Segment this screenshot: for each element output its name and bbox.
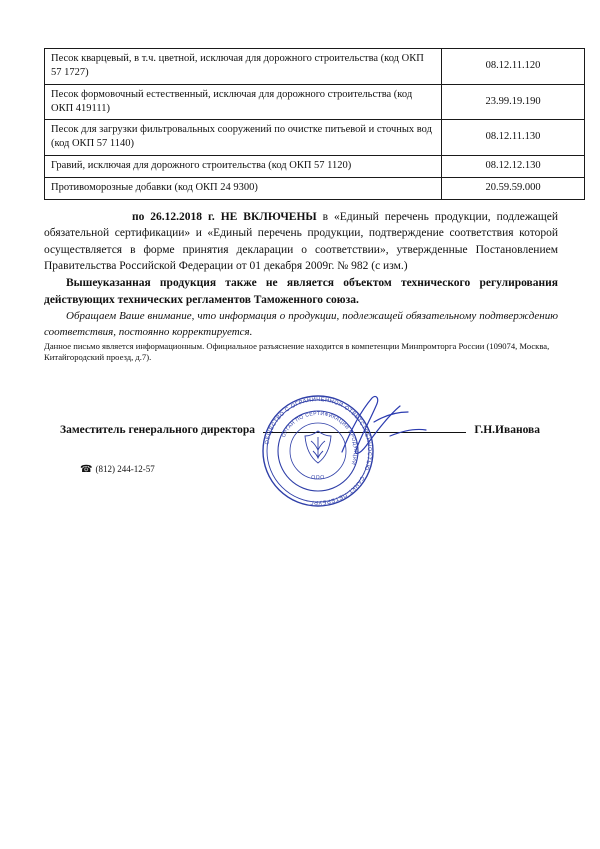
svg-text:ОРГАН ПО СЕРТИФИКАЦИИ ПРОДУКЦИ: ОРГАН ПО СЕРТИФИКАЦИИ ПРОДУКЦИИ — [280, 410, 359, 466]
signer-title: Заместитель генерального директора — [60, 424, 256, 436]
product-code-cell: 08.12.11.130 — [442, 120, 585, 156]
paragraph-4-fine-print: Данное письмо является информационным. Официальное разъяснение находится в компетенции Минпромторга России (109074, Москва, Китайгородский проезд, д.7). — [44, 341, 550, 363]
table-row — [45, 120, 585, 156]
product-code-cell: 08.12.12.130 — [442, 156, 585, 178]
phone-number: (812) 244-12-57 — [95, 464, 155, 474]
signer-name: Г.Н.Иванова — [474, 424, 540, 436]
products-table — [44, 48, 585, 200]
contact-phone — [80, 464, 155, 475]
product-name-cell: Песок формовочный естественный, исключая для дорожного строительства (код ОКП 419111) — [45, 84, 442, 120]
product-code-cell: 20.59.59.000 — [442, 178, 585, 200]
product-name-cell: Песок для загрузки фильтровальных сооружений по очистке питьевой и сточных вод (код ОКП 57 1140) — [45, 120, 442, 156]
paragraph-2: Вышеуказанная продукция также не является объектом технического регулирования действующих технических регламентов Таможенного союза. — [44, 277, 558, 306]
body-text-block — [44, 209, 558, 365]
product-name-cell: Песок кварцевый, в т.ч. цветной, исключая для дорожного строительства (код ОКП 57 1727) — [45, 49, 442, 85]
table-body — [45, 49, 585, 200]
paragraph-3: Обращаем Ваше внимание, что информация о продукции, подлежащей обязательному подтверждению соответствия, постоянно корректируется. — [44, 309, 558, 338]
official-stamp — [258, 391, 378, 511]
table-row — [45, 178, 585, 200]
table-row — [45, 156, 585, 178]
product-name-cell: Гравий, исключая для дорожного строительства (код ОКП 57 1120) — [45, 156, 442, 178]
svg-text:ОБЩЕСТВО С ОГРАНИЧЕННОЙ ОТВЕТС: ОБЩЕСТВО С ОГРАНИЧЕННОЙ ОТВЕТСТВЕННОСТЬЮ · САНКТ-ПЕТЕРБУРГ · — [264, 396, 373, 506]
product-code-cell: 08.12.11.120 — [442, 49, 585, 85]
phone-icon: ☎ — [80, 464, 93, 475]
paragraph-1-emphasis: НЕ ВКЛЮЧЕНЫ — [220, 211, 317, 223]
table-row — [45, 84, 585, 120]
paragraph-1-text: в «Единый перечень продукции, подлежащей обязательной сертификации» и «Единый перечень продукции, подтверждение соответствия которой осуществляется в форме принятия декларации о соответствии», утвержденные Постановлением Правительства Российской Федерации от 01 декабря 2009г. № 982 (с изм.) — [44, 211, 559, 272]
paragraph-1 — [44, 209, 558, 274]
svg-text:ООО: ООО — [311, 475, 325, 481]
product-name-cell: Противоморозные добавки (код ОКП 24 9300) — [45, 178, 442, 200]
product-code-cell: 23.99.19.190 — [442, 84, 585, 120]
table-row — [45, 49, 585, 85]
paragraph-1-date: по 26.12.2018 г. — [132, 211, 215, 223]
